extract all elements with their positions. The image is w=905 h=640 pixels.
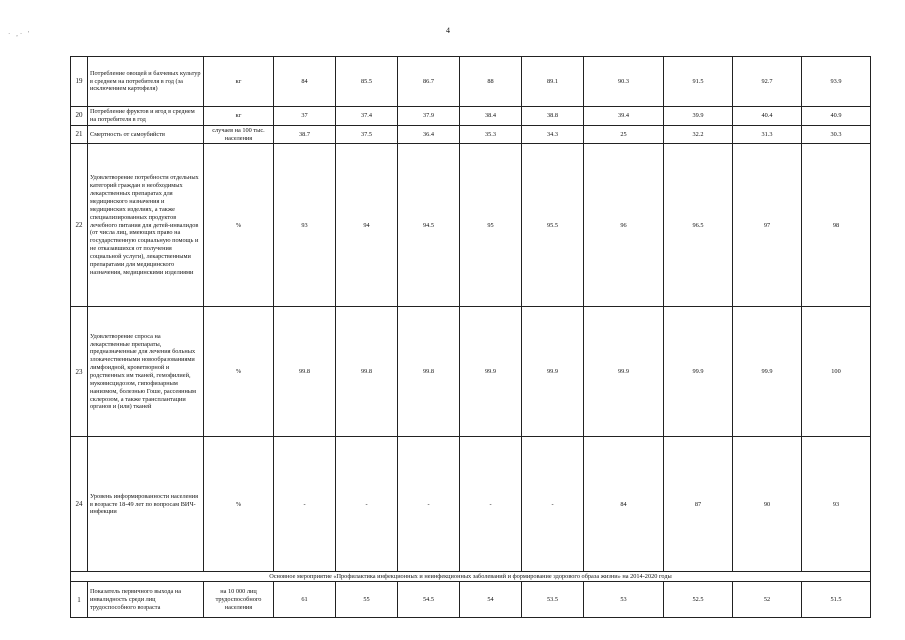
indicator-name: Потребление фруктов и ягод в среднем на потребителя в год [88, 107, 204, 126]
unit-cell: % [204, 437, 274, 572]
value-cell: 96 [584, 144, 664, 307]
value-cell: - [274, 437, 336, 572]
value-cell: 88 [460, 57, 522, 107]
value-cell: - [460, 437, 522, 572]
table-row [71, 307, 871, 437]
value-cell: 89.1 [522, 57, 584, 107]
value-cell: 98 [802, 144, 871, 307]
row-number: 22 [71, 144, 88, 307]
unit-cell: случаев на 100 тыс. населения [204, 125, 274, 144]
value-cell: 54 [460, 582, 522, 618]
unit-cell: % [204, 144, 274, 307]
section-row [71, 572, 871, 582]
value-cell: 38.7 [274, 125, 336, 144]
value-cell: 99.9 [733, 307, 802, 437]
value-cell: 39.4 [584, 107, 664, 126]
row-number: 19 [71, 57, 88, 107]
value-cell: 30.3 [802, 125, 871, 144]
unit-cell: % [204, 307, 274, 437]
value-cell: 39.9 [664, 107, 733, 126]
value-cell: 37.9 [398, 107, 460, 126]
indicator-name: Удовлетворение спроса на лекарственные препараты, предназначенные для лечения больных злокачественными новообразованиями лимфоидной, кроветворной и родственных им тканей, гемофилией, муковисцидозом, гипофизарным нанизмом, болезнью Гоше, рассеянным склерозом, а также трансплантации органов и (или) тканей [88, 307, 204, 437]
indicator-name: Показатель первичного выхода на инвалидность среди лиц трудоспособного возраста [88, 582, 204, 618]
value-cell: 87 [664, 437, 733, 572]
table-row [71, 107, 871, 126]
unit-cell: на 10 000 лиц трудоспособного населения [204, 582, 274, 618]
row-number: 1 [71, 582, 88, 618]
value-cell: 25 [584, 125, 664, 144]
value-cell: - [336, 437, 398, 572]
value-cell: 51.5 [802, 582, 871, 618]
value-cell: 32.2 [664, 125, 733, 144]
value-cell: 40.9 [802, 107, 871, 126]
value-cell: 85.5 [336, 57, 398, 107]
value-cell: 93 [274, 144, 336, 307]
row-number: 21 [71, 125, 88, 144]
value-cell: - [522, 437, 584, 572]
indicator-name: Смертность от самоубийств [88, 125, 204, 144]
unit-cell: кг [204, 107, 274, 126]
value-cell: 94 [336, 144, 398, 307]
value-cell: 92.7 [733, 57, 802, 107]
value-cell: 53.5 [522, 582, 584, 618]
scan-artifact: · ,· ' [8, 30, 32, 38]
value-cell: 86.7 [398, 57, 460, 107]
value-cell: 99.8 [336, 307, 398, 437]
page-number: 4 [446, 26, 450, 35]
row-number: 23 [71, 307, 88, 437]
value-cell: 99.8 [398, 307, 460, 437]
value-cell: 90 [733, 437, 802, 572]
value-cell: 38.8 [522, 107, 584, 126]
value-cell: 94.5 [398, 144, 460, 307]
value-cell: 95 [460, 144, 522, 307]
table-row [71, 57, 871, 107]
table-row [71, 144, 871, 307]
value-cell: 99.8 [274, 307, 336, 437]
row-number: 20 [71, 107, 88, 126]
unit-cell: кг [204, 57, 274, 107]
value-cell: 99.9 [584, 307, 664, 437]
value-cell: 90.3 [584, 57, 664, 107]
table-row [71, 582, 871, 618]
value-cell: 61 [274, 582, 336, 618]
value-cell: 99.9 [664, 307, 733, 437]
value-cell: 31.3 [733, 125, 802, 144]
row-number: 24 [71, 437, 88, 572]
table-row [71, 125, 871, 144]
value-cell: 84 [584, 437, 664, 572]
value-cell: 55 [336, 582, 398, 618]
value-cell: 34.3 [522, 125, 584, 144]
section-title: Основное мероприятие «Профилактика инфекционных и неинфекционных заболеваний и формирование здорового образа жизни» на 2014-2020 годы [71, 572, 871, 582]
value-cell: 93 [802, 437, 871, 572]
value-cell: 96.5 [664, 144, 733, 307]
value-cell: 97 [733, 144, 802, 307]
indicator-name: Потребление овощей и бахчевых культур в среднем на потребителя в год (за исключением картофеля) [88, 57, 204, 107]
value-cell: 99.9 [460, 307, 522, 437]
value-cell: 84 [274, 57, 336, 107]
value-cell: 53 [584, 582, 664, 618]
value-cell: 36.4 [398, 125, 460, 144]
value-cell: 52.5 [664, 582, 733, 618]
value-cell: 54.5 [398, 582, 460, 618]
value-cell: 37 [274, 107, 336, 126]
indicator-name: Удовлетворение потребности отдельных категорий граждан в необходимых лекарственных препаратах для медицинского назначения и медицинских изделиях, а также специализированных продуктов лечебного питания для детей-инвалидов (от числа лиц, имеющих право на государственную социальную помощь и не отказавшихся от получения социальной услуги), лекарственными препаратами для медицинского назначения, медицинскими изделиями [88, 144, 204, 307]
value-cell: 99.9 [522, 307, 584, 437]
value-cell: 95.5 [522, 144, 584, 307]
value-cell: 52 [733, 582, 802, 618]
value-cell: 93.9 [802, 57, 871, 107]
value-cell: 38.4 [460, 107, 522, 126]
value-cell: 37.5 [336, 125, 398, 144]
indicators-table [70, 56, 871, 618]
indicator-name: Уровень информированности населения в возрасте 18-49 лет по вопросам ВИЧ-инфекции [88, 437, 204, 572]
value-cell: 40.4 [733, 107, 802, 126]
value-cell: 37.4 [336, 107, 398, 126]
table-row [71, 437, 871, 572]
value-cell: 35.3 [460, 125, 522, 144]
value-cell: 100 [802, 307, 871, 437]
value-cell: 91.5 [664, 57, 733, 107]
value-cell: - [398, 437, 460, 572]
